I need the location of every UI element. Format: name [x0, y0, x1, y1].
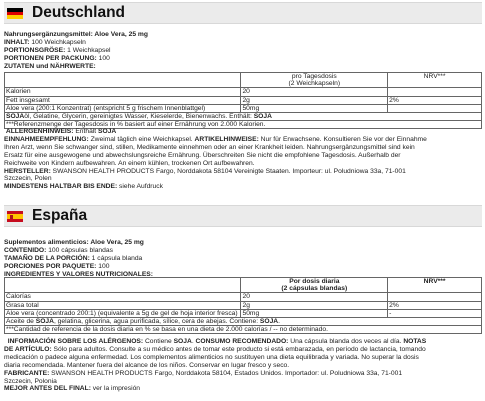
spain-flag-icon [7, 211, 23, 222]
table-cell: - [388, 309, 482, 317]
table-row [5, 301, 482, 309]
table-header-cell: NRV*** [388, 278, 482, 293]
es-bottom-info [4, 338, 482, 393]
table-cell: Calorías [5, 293, 241, 301]
table-cell: 20 [241, 88, 388, 96]
table-cell: 50mg [241, 309, 388, 317]
nutrition-table-de [4, 72, 482, 129]
table-row [5, 96, 482, 104]
text-line: diaria recomendada. Mantener fuera del alcance de los niños. Conservar en lugar fresco y seco. [4, 361, 290, 369]
table-row [5, 326, 482, 334]
table-header-cell: pro Tagesdosis (2 Weichkapseln) [241, 73, 388, 88]
footnote-cell: ***Referenzmenge der Tagesdosis in % basiert auf einer Ernährung von 2.000 Kalorien. [5, 121, 482, 129]
content-line: INHALT: 100 Weichkapseln [4, 38, 86, 46]
allergen-line: INFORMACIÓN SOBRE LOS ALÉRGENOS: Contiene SOJA. CONSUMO RECOMENDADO: Una cápsula blanda dos veces al día. NOTAS [4, 338, 427, 345]
table-cell: 2g [241, 301, 388, 309]
table-header-row [5, 73, 482, 88]
de-top-info [4, 31, 482, 71]
table-cell: Grasa total [5, 301, 241, 309]
table-cell [388, 88, 482, 96]
manufacturer-line: HERSTELLER: SWANSON HEALTH PRODUCTS Fargo, Norddakota 58104 Vereinigte Staaten. Importeur: ul. Poludniowa 33a, 71-001 [4, 167, 406, 175]
nutrition-table-es [4, 277, 482, 334]
text-line: Ihren Arzt, wenn Sie schwanger sind, stillen, Medikamente einnehmen oder an einer Krankheit leiden. Nahrungsergänzungsmittel sind kein [4, 143, 415, 151]
table-cell [388, 104, 482, 112]
table-cell [388, 293, 482, 301]
table-row [5, 113, 482, 121]
es-top-info [4, 239, 482, 279]
text-line: DE ARTÍCULO: Sólo para adultos. Consulte a su médico antes de tomar este producto si está embarazada, en período de lactancia, tomando [4, 345, 426, 353]
country-name: Deutschland [32, 4, 126, 21]
portion-size-line: PORTIONSGRÖSE: 1 Weichkapsel [4, 46, 111, 54]
germany-flag-icon [7, 8, 23, 19]
portions-per-pack-line: PORCIONES POR PAQUETE: 100 [4, 262, 110, 270]
text-line: Reichweite von Kindern aufbewahren. An einem kühlen, trockenen Ort aufbewahren. [4, 159, 255, 167]
table-header-cell: NRV*** [388, 73, 482, 88]
text-line: Ersatz für eine ausgewogene und abwechslungsreiche Ernährung. Überschreiten Sie nicht die empfohlene Tagesdosis. Außerhalb der [4, 151, 401, 159]
table-cell: 2g [241, 96, 388, 104]
footnote-cell: ***Cantidad de referencia de la dosis diaria en % se basa en una dieta de 2.000 calorías / -- no determinado. [5, 326, 482, 334]
allergen-line: ALLERGENHINWEIS: Enthält SOJA [4, 128, 117, 135]
product-name: Nahrungsergänzungsmittel: Aloe Vera, 25 mg [4, 31, 148, 38]
ingredients-heading: ZUTATEN und NÄHRWERTE: [4, 62, 96, 70]
table-cell: Kalorien [5, 88, 241, 96]
table-row [5, 318, 482, 326]
table-cell: 20 [241, 293, 388, 301]
country-header-de [4, 2, 482, 24]
product-name: Suplementos alimenticios: Aloe Vera, 25 mg [4, 239, 144, 246]
best-before-line: MINDESTENS HALTBAR BIS ENDE: siehe Aufdruck [4, 183, 163, 191]
text-line: Szczecin, Polonia [4, 377, 57, 385]
ingredients-cell: Aceite de SOJA, gelatina, glicerina, agua purificada, sílice, cera de abejas. Contiene: SOJA. [5, 318, 482, 326]
table-header-row [5, 278, 482, 293]
table-header-cell [5, 278, 241, 293]
table-header-cell [5, 73, 241, 88]
table-header-cell: Por dosis diaria (2 cápsulas blandas) [241, 278, 388, 293]
manufacturer-line: FABRICANTE: SWANSON HEALTH PRODUCTS Fargo, Norddakota 58104, Estados Unidos. Importador: ul. Poludniowa 33a, 71-001 [4, 369, 403, 377]
portions-per-pack-line: PORTIONEN PER PACKUNG: 100 [4, 54, 110, 62]
table-cell: 50mg [241, 104, 388, 112]
text-line: medicación o padece alguna enfermedad. Los complementos alimenticios no sustituyen una dieta equilibrada y variada. No superar la dosis [4, 353, 419, 361]
table-cell: Aloe vera (200:1 Konzentrat) (entspricht 5 g frischem Innenblattgel) [5, 104, 241, 112]
ingredients-cell: SOJAöl, Gelatine, Glycerin, gereinigtes Wasser, Kieselerde, Bienenwachs. Enthält: SOJA [5, 113, 482, 121]
ingredients-heading: INGREDIENTES Y VALORES NUTRICIONALES: [4, 270, 153, 278]
text-line: Szczecin, Polen [4, 175, 52, 183]
table-row [5, 88, 482, 96]
text-line: EINNAHMEEMPFEHLUNG: Zweimal täglich eine Weichkapsel. ARTIKELHINWEISE: Nur für Erwachsene. Konsultieren Sie vor der Einnahme [4, 135, 427, 143]
table-cell: Aloe vera (concentrado 200:1) (equivalente a 5g de gel de hoja interior fresca) [5, 309, 241, 317]
country-header-es [4, 205, 482, 227]
country-name: España [32, 207, 88, 224]
table-cell: Fett insgesamt [5, 96, 241, 104]
table-cell: 2% [388, 96, 482, 104]
best-before-line: MEJOR ANTES DEL FINAL: ver la impresión [4, 385, 141, 393]
table-cell: 2% [388, 301, 482, 309]
portion-size-line: TAMAÑO DE LA PORCIÓN: 1 cápsula blanda [4, 254, 143, 262]
de-bottom-info [4, 128, 482, 191]
table-row [5, 293, 482, 301]
table-row [5, 104, 482, 112]
content-line: CONTENIDO: 100 cápsulas blandas [4, 246, 113, 254]
table-row [5, 309, 482, 317]
